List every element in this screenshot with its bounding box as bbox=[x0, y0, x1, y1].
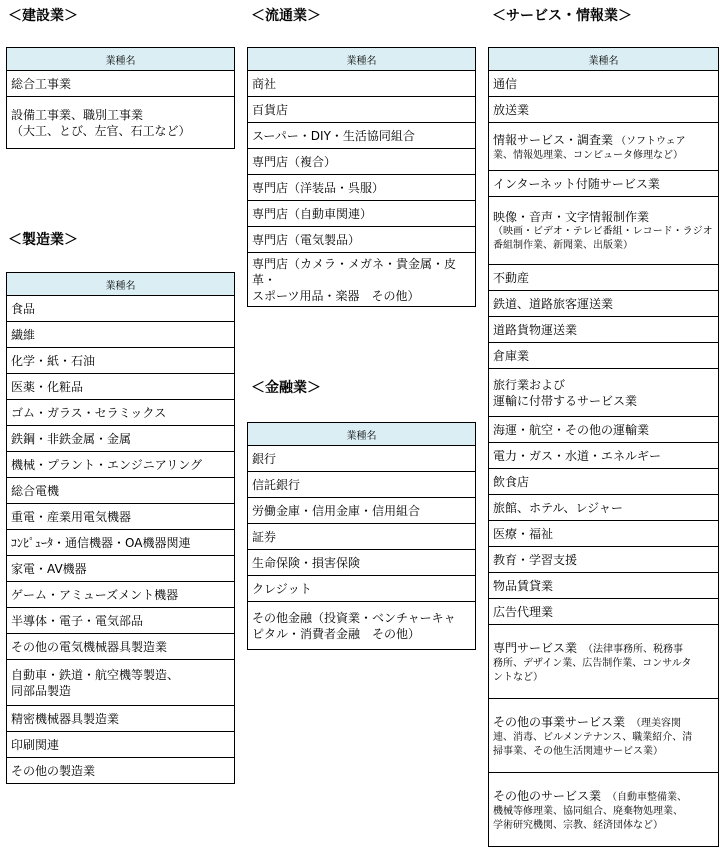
list-item: 重電・産業用電気機器 bbox=[7, 504, 235, 530]
list-item: スーパー・DIY・生活協同組合 bbox=[248, 123, 476, 149]
item-line: ピタル・消費者金融 その他） bbox=[252, 627, 421, 641]
list-item: 物品賃貸業 bbox=[489, 573, 719, 599]
list-item: 医療・福祉 bbox=[489, 521, 719, 547]
list-item bbox=[489, 197, 719, 265]
list-item: 専門店（洋装品・呉服） bbox=[248, 175, 476, 201]
list-item: 倉庫業 bbox=[489, 343, 719, 369]
item-line: 設備工事業、職別工事業 bbox=[11, 108, 144, 122]
item-line: 専門店（カメラ・メガネ・貴金属・皮革・ bbox=[252, 257, 457, 287]
list-item: インターネット付随サービス業 bbox=[489, 171, 719, 197]
finance-table bbox=[247, 422, 476, 650]
services-table bbox=[488, 47, 719, 847]
list-item: 繊維 bbox=[7, 322, 235, 348]
list-item: 証券 bbox=[248, 524, 476, 550]
item-line: 情報サービス・調査業 bbox=[493, 132, 614, 147]
list-item bbox=[248, 253, 476, 307]
services-heading: ＜サービス・情報業＞ bbox=[492, 8, 632, 24]
item-line: スポーツ用品・楽器 その他） bbox=[252, 289, 420, 303]
item-line: その他金融（投資業・ベンチャーキャ bbox=[252, 611, 456, 625]
item-line: （大工、とび、左官、石工など） bbox=[11, 124, 191, 138]
distribution-table bbox=[247, 47, 476, 307]
item-note: 務所、デザイン業、広告制作業、コンサルタ bbox=[493, 657, 692, 669]
list-item: 飲食店 bbox=[489, 469, 719, 495]
list-item: 教育・学習支援 bbox=[489, 547, 719, 573]
list-item: 専門店（自動車関連） bbox=[248, 201, 476, 227]
item-note: ントなど） bbox=[493, 671, 543, 683]
list-item bbox=[489, 625, 719, 699]
item-line: その他の事業サービス業 bbox=[493, 714, 626, 729]
item-note: 学術研究機関、宗教、経済団体など） bbox=[493, 819, 663, 831]
column-header: 業種名 bbox=[7, 48, 235, 71]
list-item: 総合電機 bbox=[7, 478, 235, 504]
item-note: 業、情報処理業、コンピュータ修理など） bbox=[493, 149, 683, 161]
item-note: 掃事業、その他生活関連サービス業） bbox=[493, 745, 663, 757]
item-line: 専門サービス業 bbox=[493, 640, 578, 655]
item-note: 機械等修理業、協同組合、廃棄物処理業、 bbox=[493, 805, 683, 817]
list-item: 海運・航空・その他の運輸業 bbox=[489, 417, 719, 443]
column-header: 業種名 bbox=[489, 48, 719, 71]
list-item: 道路貨物運送業 bbox=[489, 317, 719, 343]
list-item: 鉄鋼・非鉄金属・金属 bbox=[7, 426, 235, 452]
item-note: （ソフトウェア bbox=[616, 135, 686, 147]
item-line: 運輸に付帯するサービス業 bbox=[493, 394, 638, 408]
list-item: 信託銀行 bbox=[248, 472, 476, 498]
list-item: 鉄道、道路旅客運送業 bbox=[489, 291, 719, 317]
item-note: （自動車整備業、 bbox=[607, 791, 688, 803]
list-item bbox=[489, 699, 719, 773]
item-note: （理美容関 bbox=[631, 717, 682, 729]
list-item: 放送業 bbox=[489, 97, 719, 123]
list-item: 旅館、ホテル、レジャー bbox=[489, 495, 719, 521]
list-item: 半導体・電子・電気部品 bbox=[7, 608, 235, 634]
list-item bbox=[7, 660, 235, 706]
list-item: ｺﾝﾋﾟｭｰﾀ・通信機器・OA機器関連 bbox=[7, 530, 235, 556]
list-item: 商社 bbox=[248, 71, 476, 97]
list-item: 生命保険・損害保険 bbox=[248, 550, 476, 576]
list-item bbox=[489, 123, 719, 171]
list-item bbox=[248, 602, 476, 650]
list-item: 労働金庫・信用金庫・信用組合 bbox=[248, 498, 476, 524]
manufacturing-heading: ＜製造業＞ bbox=[8, 232, 78, 248]
list-item: 総合工事業 bbox=[7, 71, 235, 97]
item-note: （映画・ビデオ・テレビ番組・レコード・ラジオ bbox=[493, 226, 713, 237]
item-line: 同部品製造 bbox=[11, 684, 72, 698]
column-header: 業種名 bbox=[7, 273, 235, 296]
item-note: 番組制作業、新聞業、出版業） bbox=[493, 240, 633, 251]
list-item: 銀行 bbox=[248, 446, 476, 472]
item-line: 映像・音声・文字情報制作業 bbox=[493, 210, 650, 224]
list-item: 化学・紙・石油 bbox=[7, 348, 235, 374]
list-item: その他の製造業 bbox=[7, 758, 235, 784]
list-item: 印刷関連 bbox=[7, 732, 235, 758]
list-item: ゲーム・アミューズメント機器 bbox=[7, 582, 235, 608]
list-item: その他の電気機械器具製造業 bbox=[7, 634, 235, 660]
item-line: 旅行業および bbox=[493, 378, 566, 392]
column-header: 業種名 bbox=[248, 423, 476, 446]
list-item: 専門店（複合） bbox=[248, 149, 476, 175]
list-item bbox=[489, 369, 719, 417]
list-item: 機械・プラント・エンジニアリング bbox=[7, 452, 235, 478]
list-item: 百貨店 bbox=[248, 97, 476, 123]
list-item bbox=[489, 773, 719, 847]
list-item: 専門店（電気製品） bbox=[248, 227, 476, 253]
finance-heading: ＜金融業＞ bbox=[251, 380, 321, 396]
construction-table bbox=[6, 47, 235, 149]
list-item: クレジット bbox=[248, 576, 476, 602]
list-item: ゴム・ガラス・セラミックス bbox=[7, 400, 235, 426]
list-item: 広告代理業 bbox=[489, 599, 719, 625]
list-item: 不動産 bbox=[489, 265, 719, 291]
list-item: 医薬・化粧品 bbox=[7, 374, 235, 400]
list-item: 食品 bbox=[7, 296, 235, 322]
column-header: 業種名 bbox=[248, 48, 476, 71]
manufacturing-table bbox=[6, 272, 235, 784]
item-line: 自動車・鉄道・航空機等製造、 bbox=[11, 668, 180, 682]
list-item: 通信 bbox=[489, 71, 719, 97]
construction-heading: ＜建設業＞ bbox=[8, 8, 78, 24]
item-line: その他のサービス業 bbox=[493, 788, 602, 803]
item-note: 連、消毒、ビルメンテナンス、職業紹介、清 bbox=[493, 731, 693, 743]
list-item bbox=[7, 97, 235, 149]
list-item: 電力・ガス・水道・エネルギー bbox=[489, 443, 719, 469]
distribution-heading: ＜流通業＞ bbox=[251, 8, 321, 24]
list-item: 家電・AV機器 bbox=[7, 556, 235, 582]
item-note: （法律事務所、税務事 bbox=[583, 643, 684, 655]
list-item: 精密機械器具製造業 bbox=[7, 706, 235, 732]
